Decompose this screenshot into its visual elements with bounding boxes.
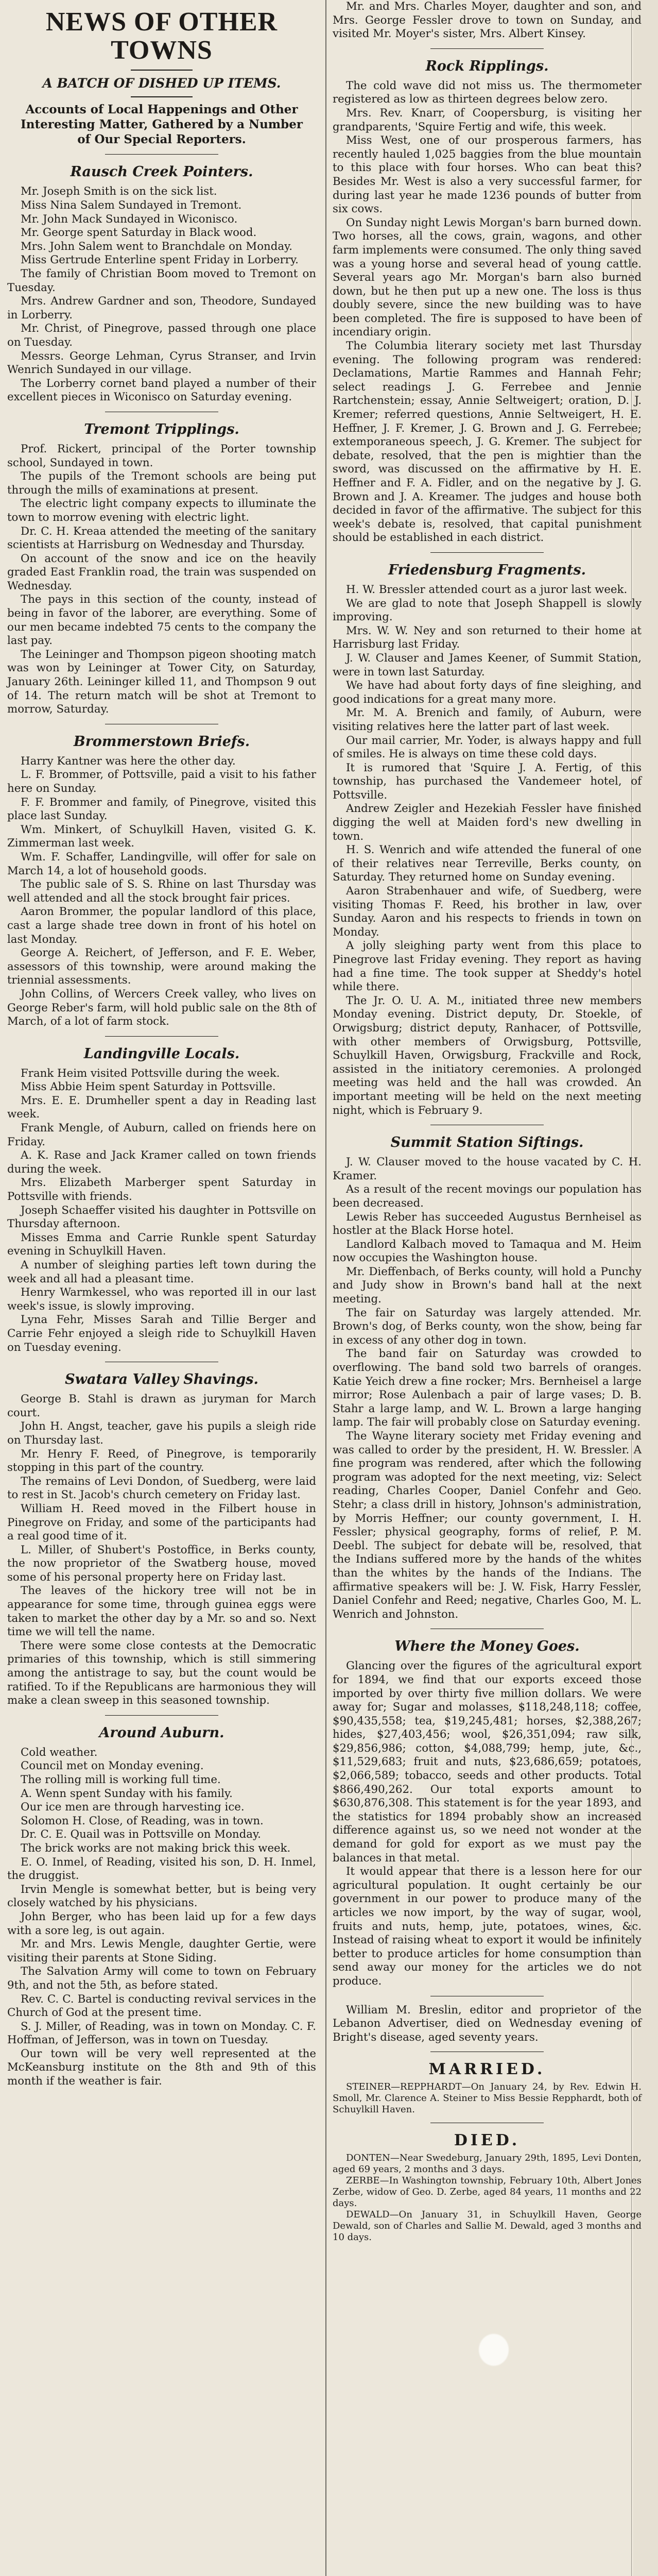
news-item: Miss Nina Salem Sundayed in Tremont. <box>21 199 242 212</box>
news-item: Our town will be very well represented at the McKeansburg institute on the 8th and 9th of this month if the weather is fair. <box>7 2047 316 2088</box>
news-item: A. K. Rase and Jack Kramer called on town friends during the week. <box>7 1149 316 1176</box>
news-item: A number of sleighing parties left town during the week and all had a pleasant time. <box>7 1259 316 1285</box>
news-item: Mrs. E. E. Drumheller spent a day in Reading last week. <box>7 1094 316 1121</box>
news-item: Misses Emma and Carrie Runkle spent Saturday evening in Schuylkill Haven. <box>7 1231 316 1258</box>
news-item: Glancing over the figures of the agricultural export for 1894, we find that our exports exceed those imported by over thirty five million dollars. We were away for; Sugar and molasses, $118,248,118; coffee, $90,435,558; tea, $19,245,481; horses, $2,388,267; hides, $27,403,456; wool, $26,351,094; raw silk, $29,856,986; cotton, $4,088,799; hemp, jute, &c., $11,529,683; fruit and nuts, $23,686,659; potatoes, $2,066,589; tobacco, seeds and other products. Total $866,490,262. Our total exports amount to $630,876,308. This statement is for the year 1893, and the statistics for 1894 probably show an increased difference against us, so we need not wonder at the demand for gold for export as we must pay the balances in that metal. <box>333 1659 642 1865</box>
news-item: Mr. and Mrs. Lewis Mengle, daughter Gertie, were visiting their parents at Stone Siding. <box>7 1938 316 1964</box>
section-heading: Brommerstown Briefs. <box>73 733 250 750</box>
news-item: H. S. Wenrich and wife attended the funeral of one of their relatives near Terreville, Berks county, on Saturday. They returned home on Sunday evening. <box>333 843 642 884</box>
section-heading: Landingville Locals. <box>83 1045 240 1062</box>
news-item: Mrs. Rev. Knarr, of Coopersburg, is visiting her grandparents, 'Squire Fertig and wife, this week. <box>333 106 642 133</box>
section-heading: Tremont Tripplings. <box>84 421 239 437</box>
news-item: On Sunday night Lewis Morgan's barn burned down. Two horses, all the cows, grain, wagons, and other farm implements were consumed. The only thing saved was a young horse and several head of young cattle. Several years ago Mr. Morgan's barn also burned down, but he then put up a new one. The loss is thus doubly severe, since the new building was to have been completed. The fire is supposed to have been of incendiary origin. <box>333 216 642 339</box>
section-rule <box>105 154 218 155</box>
section-rule <box>105 1715 218 1716</box>
news-item: John Berger, who has been laid up for a few days with a sore leg, is out again. <box>7 1910 316 1937</box>
news-item: Our mail carrier, Mr. Yoder, is always happy and full of smiles. He is always on time these cold days. <box>333 734 642 761</box>
news-item: The public sale of S. S. Rhine on last Thursday was well attended and all the stock brought fair prices. <box>7 878 316 905</box>
news-item: There were some close contests at the Democratic primaries of this township, which is still simmering among the antistrage to say, but the count would be ratified. To if the Republicans are harmonious they will make a clean sweep in this seasoned township. <box>7 1639 316 1707</box>
news-item: The pays in this section of the county, instead of being in favor of the laborer, are everything. Some of our men became indebted 75 cents to the company the last pay. <box>7 593 316 648</box>
news-item: Mrs. Elizabeth Marberger spent Saturday in Pottsville with friends. <box>7 1176 316 1204</box>
news-item: The fair on Saturday was largely attended. Mr. Brown's dog, of Berks county, won the show, being far in excess of any other dog in town. <box>333 1306 642 1347</box>
news-item: Messrs. George Lehman, Cyrus Stranser, and Irvin Wenrich Sundayed in our village. <box>7 349 316 377</box>
section-heading: Summit Station Siftings. <box>390 1134 584 1151</box>
news-item: Frank Heim visited Pottsville during the week. <box>21 1066 280 1080</box>
news-item: The Leininger and Thompson pigeon shooting match was won by Leininger at Tower City, on Saturday, January 26th. Leininger killed 11, and Thompson 9 out of 14. The return match will be shot at Tremont to morrow, Saturday. <box>7 648 316 716</box>
news-item: John H. Angst, teacher, gave his pupils a sleigh ride on Thursday last. <box>7 1420 316 1447</box>
news-item: The Lorberry cornet band played a number of their excellent pieces in Wiconisco on Saturday evening. <box>7 377 316 404</box>
marriage-notice: STEINER—REPPHARDT—On January 24, by Rev. Edwin H. Smoll, Mr. Clarence A. Steiner to Miss Bessie Repphardt, both of Schuylkill Haven. <box>333 2081 642 2115</box>
news-item: F. F. Brommer and family, of Pinegrove, visited this place last Sunday. <box>7 795 316 823</box>
news-item: Miss West, one of our prosperous farmers, has recently hauled 1,025 baggies from the blue mountain to this place with four horses. Who can beat this? Besides Mr. West is also a very successful farmer, for during last year he made 1236 pounds of butter from six cows. <box>333 134 642 216</box>
section-rule <box>430 48 544 49</box>
news-item: Mrs. Andrew Gardner and son, Theodore, Sundayed in Lorberry. <box>7 295 316 321</box>
news-item: On account of the snow and ice on the heavily graded East Franklin road, the train was suspended on Wednesday. <box>7 552 316 592</box>
news-item: Mr. M. A. Brenich and family, of Auburn, were visiting relatives here the latter part of last week. <box>333 706 642 733</box>
news-item: L. F. Brommer, of Pottsville, paid a visit to his father here on Sunday. <box>7 768 316 795</box>
news-item: Wm. F. Schaffer, Landingville, will offer for sale on March 14, a lot of household goods. <box>7 850 316 877</box>
news-item: John Collins, of Wercers Creek valley, who lives on George Reber's farm, will hold public sale on the 8th of March, of a lot of farm stock. <box>7 987 316 1028</box>
news-item: The Jr. O. U. A. M., initiated three new members Monday evening. District deputy, Dr. Stoekle, of Orwigsburg; district deputy, Ranhacer, of Pottsville, with other members of Orwigsburg, Pottsville, Schuylkill Haven, Orwigsburg, Frackville and Rock, assisted in the initiatory ceremonies. A prolonged meeting was held and the hall was crowded. An important meeting will be held on the next meeting night, which is February 9. <box>333 994 642 1117</box>
death-notice: ZERBE—In Washington township, February 10th, Albert Jones Zerbe, widow of Geo. D. Zerbe, aged 84 years, 11 months and 22 days. <box>333 2175 642 2209</box>
news-item: J. W. Clauser moved to the house vacated by C. H. Kramer. <box>333 1156 642 1182</box>
news-item: Landlord Kalbach moved to Tamaqua and M. Heim now occupies the Washington house. <box>333 1238 642 1265</box>
news-item: H. W. Bressler attended court as a juror last week. <box>346 583 628 596</box>
right-intro <box>333 0 642 41</box>
news-item: George B. Stahl is drawn as juryman for March court. <box>7 1393 316 1419</box>
news-item: The remains of Levi Dondon, of Suedberg, were laid to rest in St. Jacob's church cemetery on Friday last. <box>7 1475 316 1502</box>
deck-subheadline: Accounts of Local Happenings and Other Interesting Matter, Gathered by a Number of Our Special Reporters. <box>21 103 303 146</box>
right-sections <box>333 48 642 1989</box>
news-item: Mr. Henry F. Reed, of Pinegrove, is temporarily stopping in this part of the country. <box>7 1447 316 1475</box>
column-rule <box>325 0 326 2576</box>
married-notices <box>333 2081 642 2115</box>
news-item: The brick works are not making brick this week. <box>21 1841 291 1855</box>
news-item: E. O. Inmel, of Reading, visited his son, D. H. Inmel, the druggist. <box>7 1855 316 1883</box>
news-item: Harry Kantner was here the other day. <box>21 754 236 768</box>
news-item: Lewis Reber has succeeded Augustus Bernheisel as hostler at the Black Horse hotel. <box>333 1210 642 1238</box>
section-heading: Friedensburg Fragments. <box>388 562 586 578</box>
deck-headline: A BATCH OF DISHED UP ITEMS. <box>42 76 281 91</box>
died-notices <box>333 2153 642 2243</box>
news-item: Henry Warmkessel, who was reported ill in our last week's issue, is slowly improving. <box>7 1286 316 1313</box>
news-item: We have had about forty days of fine sleighing, and good indications for a great many more. <box>333 679 642 706</box>
married-heading: MARRIED. <box>428 2060 546 2079</box>
section-heading: Around Auburn. <box>99 1724 224 1741</box>
left-column <box>7 0 316 2089</box>
news-item: The pupils of the Tremont schools are being put through the mills of examinations at present. <box>7 470 316 497</box>
news-item: As a result of the recent movings our population has been decreased. <box>333 1183 642 1210</box>
news-item: Dr. C. H. Kreaa attended the meeting of the sanitary scientists at Harrisburg on Wednesday and Thursday. <box>7 524 316 552</box>
news-item: It would appear that there is a lesson here for our agricultural population. It ought certainly be our government in our power to produce many of the articles we now import, by the way of sugar, wool, fruits and nuts, hemp, jute, potatoes, wines, &c. Instead of raising wheat to export it would be infinitely better to produce articles for home consumption than send away our money for the articles we do not produce. <box>333 1865 642 1988</box>
news-item: Mrs. John Salem went to Branchdale on Monday. <box>21 240 293 253</box>
news-item: Miss Gertrude Enterline spent Friday in Lorberry. <box>21 253 299 267</box>
news-item: William H. Reed moved in the Filbert house in Pinegrove on Friday, and some of the participants had a real good time of it. <box>7 1502 316 1543</box>
news-item: The Wayne literary society met Friday evening and was called to order by the president, H. W. Bressler. A fine program was rendered, after which the following program was adopted for the next meeting, viz: Select reading, Charles Cooper, Daniel Confehr and Geo. Stehr; a class drill in history, Johnson's administration, by Morris Heffner; our county government, I. H. Fessler; physical geography, forms of relief, P. M. Deebl. The subject for debate will be, resolved, that the Indians suffered more by the hands of the whites than the whites by the hands of the Indians. The affirmative speakers will be: J. W. Fisk, Harry Fessler, Daniel Confehr and Reed; negative, Charles Goo, M. L. Wenrich and Johnston. <box>333 1430 642 1621</box>
news-item: The band fair on Saturday was crowded to overflowing. The band sold two barrels of oranges. Katie Yeich drew a fine rocker; Mrs. Bernheisel a large mirror; Rose Aulenbach a pair of large vases; D. B. Stahr a large lamp, and W. L. Brown a large hanging lamp. The fair will probably close on Saturday evening. <box>333 1347 642 1429</box>
news-item: The leaves of the hickory tree will not be in appearance for some time, through guinea eggs were taken to market the other day by a Mr. so and so. Next time we will tell the name. <box>7 1584 316 1639</box>
news-item: George A. Reichert, of Jefferson, and F. E. Weber, assessors of this township, were around making the triennial assessments. <box>7 946 316 987</box>
news-item: Our ice men are through harvesting ice. <box>21 1801 245 1814</box>
right-column <box>333 0 642 2243</box>
news-item: Mr. Christ, of Pinegrove, passed through one place on Tuesday. <box>7 322 316 349</box>
death-notice: DEWALD—On January 31, in Schuylkill Haven, George Dewald, son of Charles and Sallie M. Dewald, aged 3 months and 10 days. <box>333 2209 642 2243</box>
news-item: The family of Christian Boom moved to Tremont on Tuesday. <box>7 267 316 294</box>
news-item: S. J. Miller, of Reading, was in town on Monday. C. F. Hoffman, of Jefferson, was in town on Tuesday. <box>7 2020 316 2047</box>
news-item: William M. Breslin, editor and proprietor of the Lebanon Advertiser, died on Wednesday evening of Bright's disease, aged seventy years. <box>333 2003 642 2044</box>
news-item: Aaron Strabenhauer and wife, of Suedberg, were visiting Thomas F. Reed, his brother in law, over Sunday. Aaron and his respects to friends in town on Monday. <box>333 885 642 939</box>
news-item: Mr. George spent Saturday in Black wood. <box>21 226 257 240</box>
news-item: Solomon H. Close, of Reading, was in town. <box>21 1814 264 1827</box>
news-item: A jolly sleighing party went from this place to Pinegrove last Friday evening. They report as having had a fine time. The took supper at Sheddy's hotel while there. <box>333 939 642 994</box>
news-item: Mr. and Mrs. Charles Moyer, daughter and son, and Mrs. George Fessler drove to town on Sunday, and visited Mr. Moyer's sister, Mrs. Albert Kinsey. <box>333 0 642 41</box>
news-item: J. W. Clauser and James Keener, of Summit Station, were in town last Saturday. <box>333 651 642 679</box>
deck-rule <box>131 96 193 97</box>
left-sections <box>7 164 316 2088</box>
news-item: Wm. Minkert, of Schuylkill Haven, visited G. K. Zimmerman last week. <box>7 823 316 850</box>
death-notice: DONTEN—Near Swedeburg, January 29th, 1895, Levi Donten, aged 69 years, 2 months and 3 days. <box>333 2153 642 2175</box>
news-item: The cold wave did not miss us. The thermometer registered as low as thirteen degrees below zero. <box>333 79 642 106</box>
news-item: Mr. Dieffenbach, of Berks county, will hold a Punchy and Judy show in Brown's band hall at the next meeting. <box>333 1265 642 1306</box>
news-item: The electric light company expects to illuminate the town to morrow evening with electric light. <box>7 497 316 524</box>
news-item: Prof. Rickert, principal of the Porter township school, Sundayed in town. <box>7 442 316 469</box>
news-item: Dr. C. E. Quail was in Pottsville on Monday. <box>21 1828 261 1841</box>
news-item: We are glad to note that Joseph Shappell is slowly improving. <box>333 597 642 624</box>
section-heading: Rausch Creek Pointers. <box>70 164 253 180</box>
section-heading: Where the Money Goes. <box>394 1638 580 1655</box>
news-item: Joseph Schaeffer visited his daughter in Pottsville on Thursday afternoon. <box>7 1204 316 1231</box>
news-item: Cold weather. <box>21 1745 98 1759</box>
news-item: A. Wenn spent Sunday with his family. <box>21 1787 233 1800</box>
news-item: The Salvation Army will come to town on February 9th, and not the 5th, as before stated. <box>7 1965 316 1992</box>
section-rule <box>430 552 544 553</box>
section-rule <box>105 1036 218 1037</box>
news-item: Mrs. W. W. Ney and son returned to their home at Harrisburg last Friday. <box>333 624 642 651</box>
news-item: Miss Abbie Heim spent Saturday in Pottsville. <box>21 1080 276 1094</box>
right-trailing <box>333 1996 642 2045</box>
section-heading: Rock Ripplings. <box>425 58 549 74</box>
news-item: It is rumored that 'Squire J. A. Fertig, of this township, has purchased the Vandemeer hotel, of Pottsville. <box>333 761 642 802</box>
news-item: Andrew Zeigler and Hezekiah Fessler have finished digging the well at Maiden ford's new dwelling in town. <box>333 802 642 843</box>
paper-blemish <box>479 2334 509 2366</box>
news-item: The Columbia literary society met last Thursday evening. The following program was rendered: Declamations, Martie Rammes and Hannah Fehr; select readings J. G. Ferrebee and Jennie Rartchenstein; essay, Annie Seltweigert; oration, D. J. Kremer; referred questions, Annie Seltweigert, H. E. Heffner, J. F. Kremer, J. G. Brown and J. G. Ferrebee; extemporaneous speech, J. G. Kremer. The subject for debate, resolved, that the pen is mightier than the sword, was discussed on the affirmative by H. E. Heffner and F. A. Fidler, and on the negative by J. G. Brown and J. A. Kreamer. The judges and house both decided in favor of the affirmative. The subject for this week's debate is, resolved, that capital punishment should be established in each district. <box>333 340 642 545</box>
news-item: Frank Mengle, of Auburn, called on friends here on Friday. <box>7 1122 316 1148</box>
news-item: Mr. John Mack Sundayed in Wiconisco. <box>21 212 238 226</box>
news-item: L. Miller, of Shubert's Postoffice, in Berks county, the now proprietor of the Swatberg house, moved some of his personal property here on Friday last. <box>7 1543 316 1584</box>
masthead-rule <box>131 70 193 71</box>
news-item: Council met on Monday evening. <box>21 1759 204 1773</box>
died-heading: DIED. <box>454 2131 521 2150</box>
news-item: Rev. C. C. Bartel is conducting revival services in the Church of God at the present time. <box>7 1992 316 2020</box>
news-item: The rolling mill is working full time. <box>21 1773 221 1786</box>
news-item: Irvin Mengle is somewhat better, but is being very closely watched by his physicians. <box>7 1883 316 1910</box>
news-item: Lyna Fehr, Misses Sarah and Tillie Berger and Carrie Fehr enjoyed a sleigh ride to Schuylkill Haven on Tuesday evening. <box>7 1313 316 1354</box>
news-item: Mr. Joseph Smith is on the sick list. <box>21 185 217 198</box>
news-item: Aaron Brommer, the popular landlord of this place, cast a large shade tree down in front of his hotel on last Monday. <box>7 905 316 946</box>
masthead: NEWS OF OTHER TOWNS <box>45 7 278 65</box>
section-heading: Swatara Valley Shavings. <box>65 1371 258 1388</box>
